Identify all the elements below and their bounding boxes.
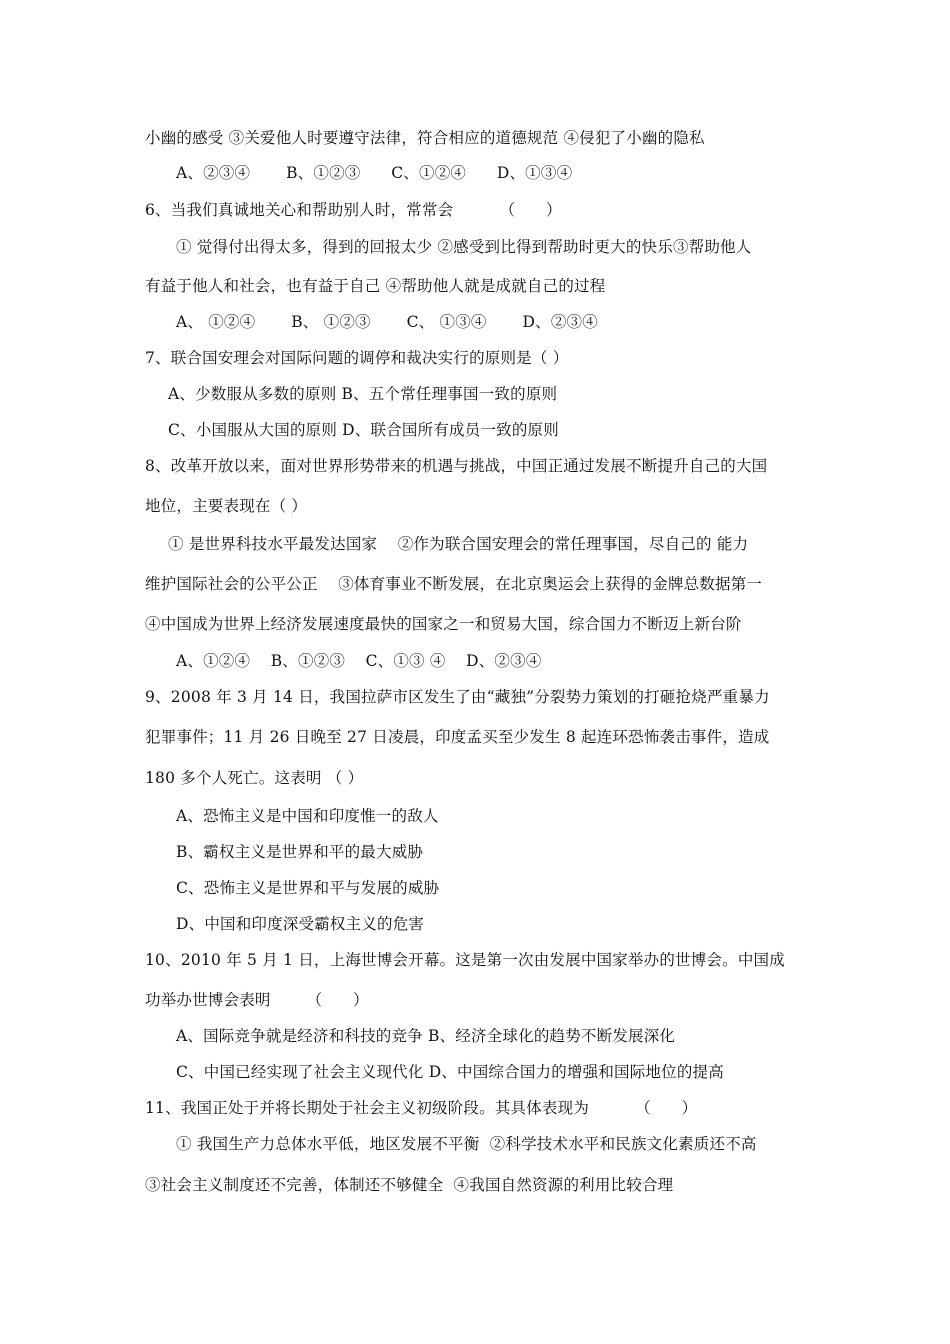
text-line: 10、2010 年 5 月 1 日，上海世博会开幕。这是第一次由发展中国家举办的世博会。中国成: [145, 951, 785, 969]
text-line: 犯罪事件；11 月 26 日晚至 27 日凌晨，印度孟买至少发生 8 起连环恐怖袭击事件，造成: [145, 728, 770, 746]
text-line: D、中国和印度深受霸权主义的危害: [176, 915, 425, 933]
text-line: C、小国服从大国的原则 D、联合国所有成员一致的原则: [168, 421, 559, 439]
text-line: C、中国已经实现了社会主义现代化 D、中国综合国力的增强和国际地位的提高: [176, 1063, 724, 1081]
text-line: A、恐怖主义是中国和印度惟一的敌人: [176, 807, 439, 825]
text-line: C、恐怖主义是世界和平与发展的威胁: [176, 879, 440, 897]
text-line: ③社会主义制度还不完善，体制还不够健全 ④我国自然资源的利用比较合理: [145, 1176, 674, 1194]
text-line: 7、联合国安理会对国际问题的调停和裁决实行的原则是（ ）: [145, 349, 569, 367]
text-line: A、②③④ B、①②③ C、①②④ D、①③④: [176, 164, 573, 182]
text-line: 地位，主要表现在（ ）: [145, 497, 308, 515]
text-line: A、 ①②④ B、 ①②③ C、 ①③④ D、②③④: [176, 313, 598, 331]
text-line: ④中国成为世界上经济发展速度最快的国家之一和贸易大国，综合国力不断迈上新台阶: [145, 615, 742, 633]
text-line: B、霸权主义是世界和平的最大威胁: [176, 843, 424, 861]
text-line: 小幽的感受 ③关爱他人时要遵守法律，符合相应的道德规范 ④侵犯了小幽的隐私: [145, 129, 705, 147]
text-line: 180 多个人死亡。这表明 （ ）: [145, 769, 364, 787]
text-line: 维护国际社会的公平公正 ③体育事业不断发展，在北京奥运会上获得的金牌总数据第一: [145, 575, 763, 593]
text-line: A、少数服从多数的原则 B、五个常任理事国一致的原则: [168, 385, 558, 403]
text-line: ① 我国生产力总体水平低，地区发展不平衡 ②科学技术水平和民族文化素质还不高: [176, 1135, 757, 1153]
text-line: A、①②④ B、①②③ C、①③ ④ D、②③④: [176, 652, 542, 670]
text-line: ① 是世界科技水平最发达国家 ②作为联合国安理会的常任理事国，尽自己的 能力: [168, 535, 749, 553]
text-line: 9、2008 年 3 月 14 日，我国拉萨市区发生了由“藏独”分裂势力策划的打砸抢烧严重暴力: [145, 688, 770, 706]
text-line: 8、改革开放以来，面对世界形势带来的机遇与挑战，中国正通过发展不断提升自己的大国: [145, 457, 768, 475]
text-line: 11、我国正处于并将长期处于社会主义初级阶段。其具体表现为 （ ）: [145, 1099, 698, 1117]
text-line: A、国际竞争就是经济和科技的竞争 B、经济全球化的趋势不断发展深化: [176, 1027, 676, 1045]
text-line: 有益于他人和社会，也有益于自己 ④帮助他人就是成就自己的过程: [145, 277, 606, 295]
text-line: 6、当我们真诚地关心和帮助别人时，常常会 （ ）: [145, 201, 562, 219]
text-line: ① 觉得付出得太多，得到的回报太少 ②感受到比得到帮助时更大的快乐③帮助他人: [176, 238, 752, 256]
text-line: 功举办世博会表明 （ ）: [145, 991, 369, 1009]
